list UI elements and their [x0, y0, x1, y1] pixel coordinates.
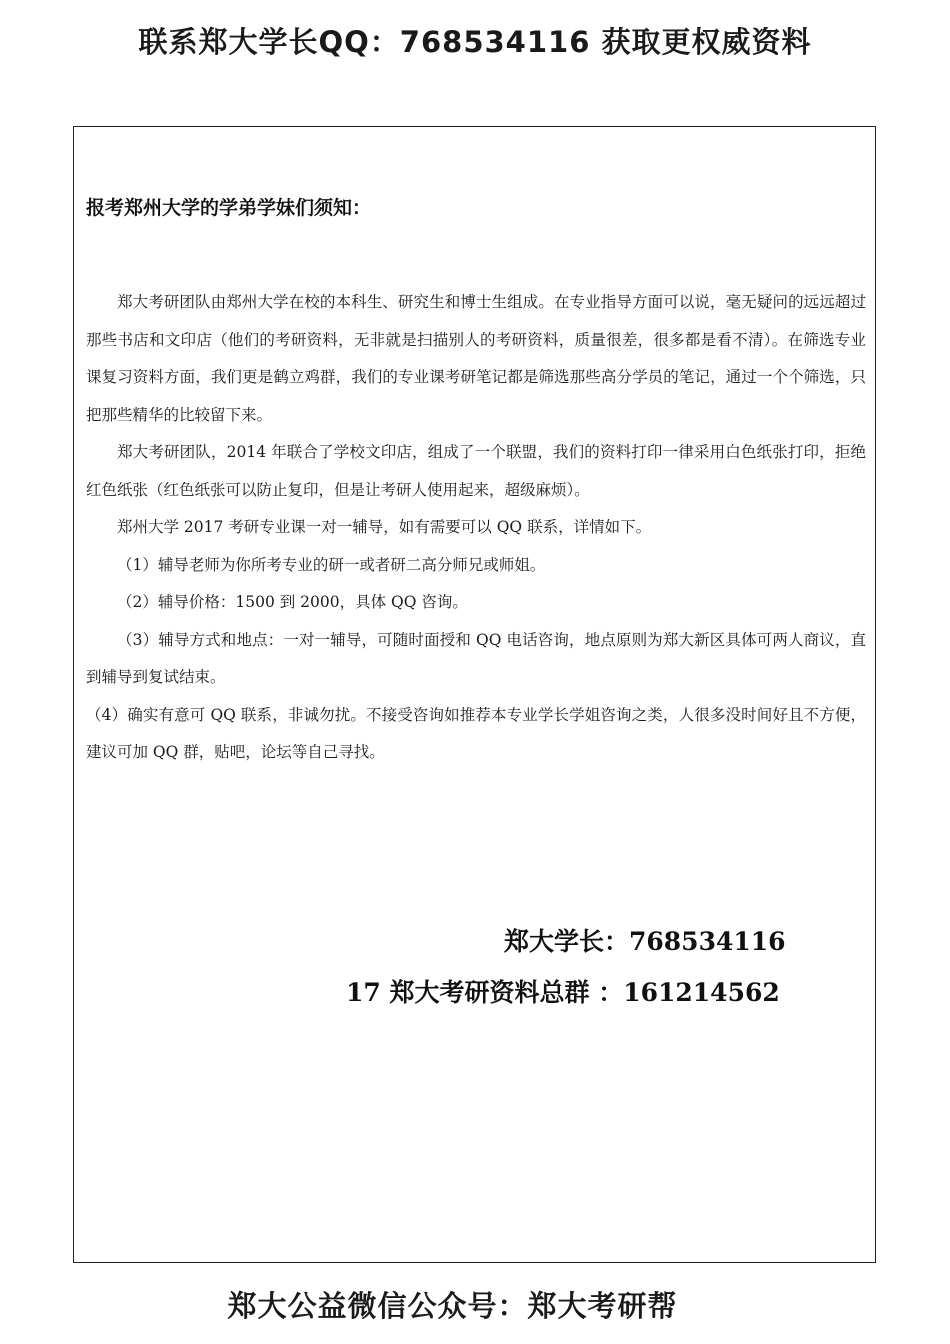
paragraph-print-alliance: 郑大考研团队，2014 年联合了学校文印店，组成了一个联盟，我们的资料打印一律采用白色纸张打印，拒绝红色纸张（红色纸张可以防止复印，但是让考研人使用起来，超级麻烦）。 [86, 443, 866, 499]
list-item-tutor: （1）辅导老师为你所考专业的研一或者研二高分师兄或师姐。 [117, 555, 546, 574]
list-item-price: （2）辅导价格：1500 到 2000，具体 QQ 咨询。 [117, 593, 468, 611]
paragraph-tutoring-intro: 郑州大学 2017 考研专业课一对一辅导，如有需要可以 QQ 联系，详情如下。 [117, 518, 652, 536]
list-item-contact-note: （4）确实有意可 QQ 联系，非诚勿扰。不接受咨询如推荐本专业学长学姐咨询之类，人很多没时间好且不方便，建议可加 QQ 群，贴吧，论坛等自己寻找。 [86, 705, 866, 761]
notice-body [86, 284, 866, 772]
list-item-method: （3）辅导方式和地点：一对一辅导，可随时面授和 QQ 电话咨询，地点原则为郑大新区具体可两人商议，直到辅导到复试结束。 [86, 630, 866, 686]
footer-banner: 郑大公益微信公众号：郑大考研帮 [227, 1289, 678, 1323]
group-contact: 17 郑大考研资料总群 ：161214562 [346, 978, 780, 1007]
paragraph-team-intro: 郑大考研团队由郑州大学在校的本科生、研究生和博士生组成。在专业指导方面可以说，毫无疑问的远远超过那些书店和文印店（他们的考研资料，无非就是扫描别人的考研资料，质量很差，很多都是看不清）。在筛选专业课复习资料方面，我们更是鹤立鸡群，我们的专业课考研笔记都是筛选那些高分学员的笔记，通过一个个筛选，只把那些精华的比较留下来。 [86, 293, 866, 424]
senior-contact: 郑大学长：768534116 [504, 927, 786, 956]
notice-heading: 报考郑州大学的学弟学妹们须知： [86, 197, 372, 219]
header-banner: 联系郑大学长QQ：768534116 获取更权威资料 [138, 25, 812, 59]
